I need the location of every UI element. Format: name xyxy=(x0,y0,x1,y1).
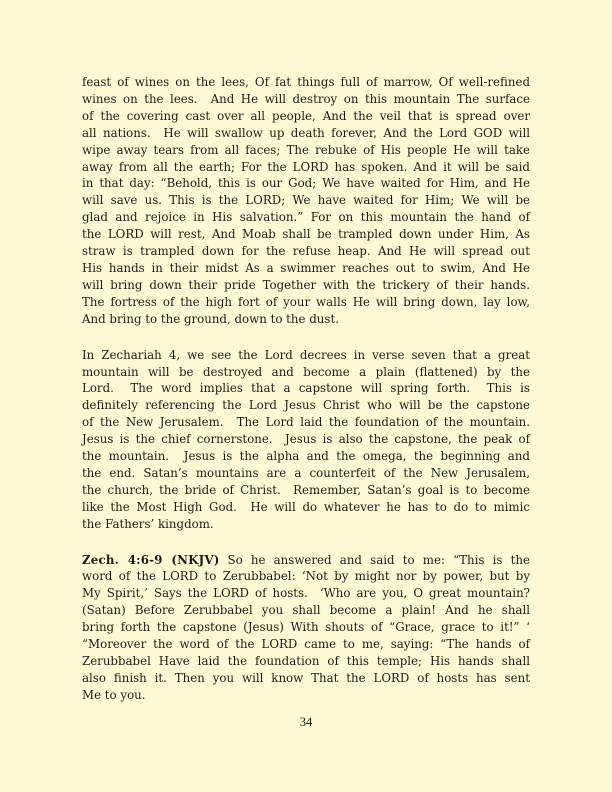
text-line: the end. Satan’s mountains are a counterfeit of the New Jerusalem, xyxy=(82,465,530,480)
text-line: word of the LORD to Zerubbabel: ‘Not by might nor by power, but by xyxy=(82,569,530,584)
text-line: will save us. This is the LORD; We have waited for Him; We will be xyxy=(82,193,530,208)
text-block xyxy=(82,74,530,704)
text-line: glad and rejoice in His salvation.” For on this mountain the hand of xyxy=(82,210,530,225)
text-line: Zerubbabel Have laid the foundation of this temple; His hands shall xyxy=(82,654,530,668)
text-line: mountain will be destroyed and become a plain (flattened) by the xyxy=(82,364,530,379)
text-line: wipe away tears from all faces; The rebuke of His people He will take xyxy=(82,142,530,157)
page-number: 34 xyxy=(299,715,313,729)
text-line: Jesus is the chief cornerstone. Jesus is also the capstone, the peak of xyxy=(82,432,530,447)
text-line: like the Most High God. He will do whatever he has to do to mimic xyxy=(82,499,530,514)
text-line: away from all the earth; For the LORD has spoken. And it will be said xyxy=(82,159,530,174)
text-line: feast of wines on the lees, Of fat things full of marrow, Of well-refined xyxy=(82,75,530,89)
text-line: straw is trampled down for the refuse heap. And He will spread out xyxy=(82,244,530,259)
text-line: And bring to the ground, down to the dust. xyxy=(82,311,339,326)
text-line: The fortress of the high fort of your walls He will bring down, lay low, xyxy=(82,294,530,309)
text-line: bring forth the capstone (Jesus) With shouts of “Grace, grace to it!” ‘ xyxy=(82,620,530,635)
scripture-reference: Zech. 4:6-9 (NKJV) xyxy=(82,552,220,567)
paragraph-lines xyxy=(82,347,530,533)
scripture-first-line xyxy=(82,552,530,569)
text-line: wines on the lees. And He will destroy on this mountain The surface xyxy=(82,91,530,106)
text-line: the LORD will rest, And Moab shall be trampled down under Him, As xyxy=(82,227,530,242)
paragraph-lines xyxy=(82,74,530,328)
paragraph-zechariah-commentary xyxy=(82,347,530,533)
scripture-first-line-text: So he answered and said to me: “This is the xyxy=(227,552,530,567)
paragraph-zech-4-6-9 xyxy=(82,552,530,704)
text-line: definitely referencing the Lord Jesus Christ who will be the capstone xyxy=(82,398,530,413)
text-line: His hands in their midst As a swimmer reaches out to swim, And He xyxy=(82,260,530,275)
text-line: (Satan) Before Zerubbabel you shall become a plain! And he shall xyxy=(82,603,530,618)
text-line: “Moreover the word of the LORD came to me, saying: “The hands of xyxy=(82,637,530,652)
text-line: of the covering cast over all people, And the veil that is spread over xyxy=(82,108,530,123)
text-line: in that day: “Behold, this is our God; We have waited for Him, and He xyxy=(82,176,530,191)
text-line: of the New Jerusalem. The Lord laid the foundation of the mountain. xyxy=(82,415,530,430)
text-line: the mountain. Jesus is the alpha and the omega, the beginning and xyxy=(82,449,530,464)
text-line: Lord. The word implies that a capstone will spring forth. This is xyxy=(82,381,530,396)
text-line: will bring down their pride Together with the trickery of their hands. xyxy=(82,277,530,292)
paragraph-lines xyxy=(82,568,530,703)
text-line: My Spirit,’ Says the LORD of hosts. ‘Who are you, O great mountain? xyxy=(82,586,530,601)
text-line: all nations. He will swallow up death forever, And the Lord GOD will xyxy=(82,125,530,140)
paragraph-isaiah-quote xyxy=(82,74,530,328)
text-line: also finish it. Then you will know That the LORD of hosts has sent xyxy=(82,670,530,685)
text-line: the church, the bride of Christ. Remember, Satan’s goal is to become xyxy=(82,482,530,497)
text-line: In Zechariah 4, we see the Lord decrees in verse seven that a great xyxy=(82,347,530,362)
text-line: the Fathers’ kingdom. xyxy=(82,516,214,531)
text-line: Me to you. xyxy=(82,687,146,702)
